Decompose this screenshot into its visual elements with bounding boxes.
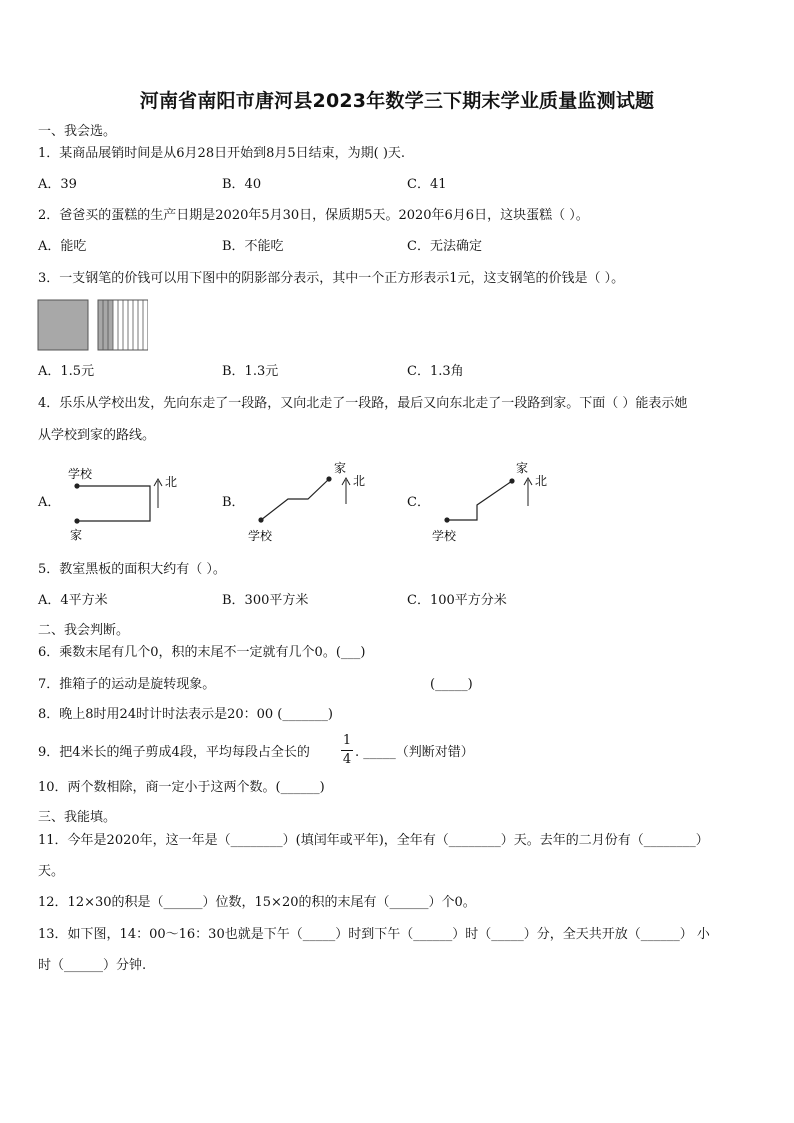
question-6: 6．乘数末尾有几个0，积的末尾不一定就有几个0。(___) <box>38 645 366 660</box>
q3-option-b: B．1.3元 <box>222 364 279 379</box>
q4-route-b <box>240 456 380 548</box>
question-13-line1: 13．如下图，14：00～16：30也就是下午（_____）时到下午（______）时（_____）分，全天共开放（______） 小 <box>38 927 710 942</box>
q4-option-c-label: C． <box>407 495 430 510</box>
home-point <box>326 476 331 481</box>
home-label: 家 <box>70 528 83 542</box>
route-path <box>261 479 329 520</box>
q2-option-b: B．不能吃 <box>222 239 284 254</box>
route-path <box>447 481 512 520</box>
q3-option-a: A．1.5元 <box>38 364 95 379</box>
q1-option-b: B．40 <box>222 177 262 192</box>
question-2: 2．爸爸买的蛋糕的生产日期是2020年5月30日，保质期5天。2020年6月6日，这块蛋糕（ ）。 <box>38 208 589 223</box>
school-point <box>444 517 449 522</box>
home-point <box>509 478 514 483</box>
section-heading-judge: 二、我会判断。 <box>38 623 130 638</box>
question-9-after: . _____（判断对错） <box>355 745 474 760</box>
shaded-tenths <box>98 300 113 350</box>
q5-option-c: C．100平方分米 <box>407 593 507 608</box>
question-11-line1: 11．今年是2020年，这一年是（________）(填闰年或平年)，全年有（________）天。去年的二月份有（________） <box>38 833 709 848</box>
school-label: 学校 <box>248 529 273 543</box>
route-path <box>77 486 150 521</box>
q2-option-a: A．能吃 <box>38 239 87 254</box>
question-13-line2: 时（______）分钟. <box>38 958 147 973</box>
fraction-denominator: 4 <box>342 752 352 767</box>
q4-route-a <box>60 458 190 548</box>
q2-option-c: C．无法确定 <box>407 239 482 254</box>
school-label: 学校 <box>68 467 93 481</box>
q4-option-b-label: B． <box>222 495 245 510</box>
q3-figure <box>36 299 148 351</box>
fraction-numerator: 1 <box>342 733 352 748</box>
school-point <box>258 517 263 522</box>
q5-option-b: B．300平方米 <box>222 593 309 608</box>
tenths-square <box>98 300 148 350</box>
fraction-bar <box>341 750 353 751</box>
north-label: 北 <box>165 475 178 489</box>
section-heading-choice: 一、我会选。 <box>38 124 117 139</box>
q5-option-a: A．4平方米 <box>38 593 108 608</box>
q7-blank: (_____) <box>430 677 473 692</box>
home-label: 家 <box>516 461 529 475</box>
question-12: 12．12×30的积是（______）位数，15×20的积的末尾有（______）个0。 <box>38 895 476 910</box>
question-1: 1．某商品展销时间是从6月28日开始到8月5日结束，为期( )天. <box>38 146 406 161</box>
question-5: 5．教室黑板的面积大约有（ ）。 <box>38 562 226 577</box>
home-label: 家 <box>334 461 347 475</box>
q4-option-a-label: A． <box>38 495 61 510</box>
school-point <box>74 483 79 488</box>
question-10: 10．两个数相除，商一定小于这两个数。(______) <box>38 780 325 795</box>
q3-option-c: C．1.3角 <box>407 364 464 379</box>
q1-option-c: C．41 <box>407 177 447 192</box>
home-point <box>74 518 79 523</box>
whole-shaded-square <box>38 300 88 350</box>
question-4-line1: 4．乐乐从学校出发，先向东走了一段路，又向北走了一段路，最后又向东北走了一段路到家。下面（ ）能表示她 <box>38 396 688 411</box>
question-11-line2: 天。 <box>38 864 65 879</box>
question-7: 7．推箱子的运动是旋转现象。 <box>38 677 216 692</box>
section-heading-fill: 三、我能填。 <box>38 810 117 825</box>
q9-fraction <box>341 733 353 768</box>
question-3: 3．一支钢笔的价钱可以用下图中的阴影部分表示，其中一个正方形表示1元，这支钢笔的价钱是（ ）。 <box>38 271 625 286</box>
question-4-line2: 从学校到家的路线。 <box>38 428 156 443</box>
school-label: 学校 <box>432 529 457 543</box>
question-9-before: 9．把4米长的绳子剪成4段，平均每段占全长的 <box>38 745 310 760</box>
north-label: 北 <box>353 474 366 488</box>
q4-route-c <box>424 456 564 548</box>
north-label: 北 <box>535 474 548 488</box>
question-8: 8．晚上8时用24时计时法表示是20：00 (_______) <box>38 707 333 722</box>
page-title: 河南省南阳市唐河县2023年数学三下期末学业质量监测试题 <box>139 90 655 112</box>
q1-option-a: A．39 <box>38 177 77 192</box>
